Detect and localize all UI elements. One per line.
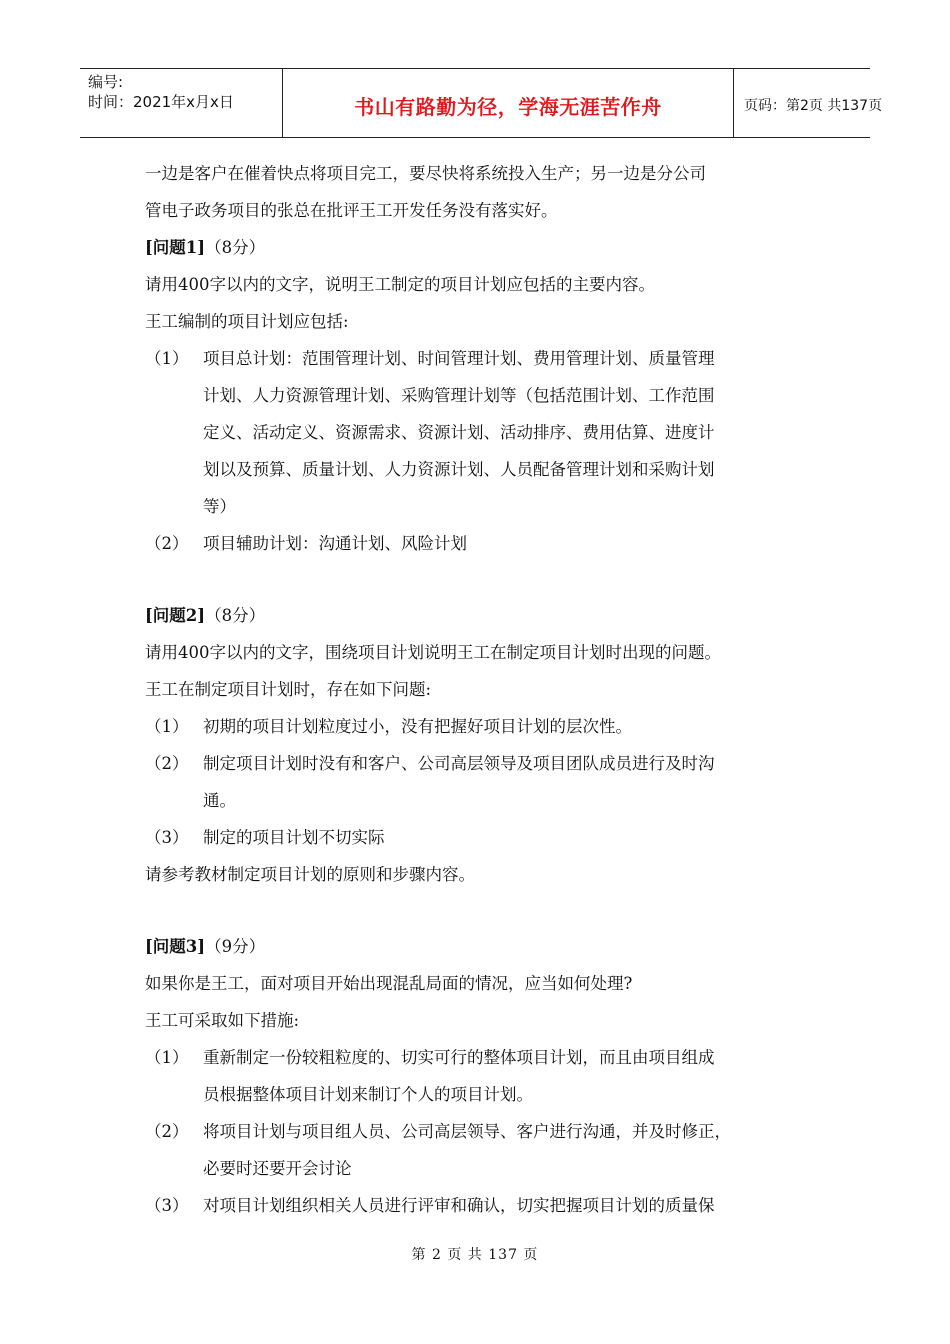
header-page-info: 页码：第2页 共137页 (744, 98, 883, 114)
page-footer: 第 2 页 共 137 页 (411, 1247, 539, 1263)
list-item-line: 员根据整体项目计划来制订个人的项目计划。 (203, 1085, 533, 1104)
question-2-text: 请用400字以内的文字，围绕项目计划说明王工在制定项目计划时出现的问题。 (145, 643, 721, 662)
question-2-note: 请参考教材制定项目计划的原则和步骤内容。 (145, 865, 475, 884)
number-label: 编号: (88, 73, 124, 91)
list-item-line: 制定的项目计划不切实际 (203, 828, 385, 847)
list-item-line: 重新制定一份较粗粒度的、切实可行的整体项目计划，而且由项目组成 (203, 1048, 715, 1067)
list-item-line: 定义、活动定义、资源需求、资源计划、活动排序、费用估算、进度计 (203, 423, 715, 442)
list-item-line: 将项目计划与项目组人员、公司高层领导、客户进行沟通，并及时修正， (203, 1122, 731, 1141)
list-item (145, 525, 825, 562)
list-item (145, 819, 825, 856)
list-item-line: 通。 (203, 791, 236, 810)
intro-line: 管电子政务项目的张总在批评王工开发任务没有落实好。 (145, 201, 558, 220)
question-1-title: [问题1] (145, 238, 206, 257)
list-item-line: 初期的项目计划粒度过小，没有把握好项目计划的层次性。 (203, 717, 632, 736)
list-item-line: 制定项目计划时没有和客户、公司高层领导及项目团队成员进行及时沟 (203, 754, 715, 773)
list-item (145, 1039, 825, 1113)
question-2-points: （8分） (205, 606, 266, 625)
question-2-title: [问题2] (145, 606, 206, 625)
question-3-text: 如果你是王工，面对项目开始出现混乱局面的情况，应当如何处理? (145, 974, 633, 993)
list-item-line: 必要时还要开会讨论 (203, 1159, 352, 1178)
question-2-heading (145, 597, 825, 634)
list-item-line: 对项目计划组织相关人员进行评审和确认，切实把握项目计划的质量保 (203, 1196, 715, 1215)
answer-3-intro: 王工可采取如下措施: (145, 1011, 300, 1030)
question-1-points: （8分） (205, 238, 266, 257)
header-motto-cell (282, 69, 734, 137)
list-item-line: 项目辅助计划：沟通计划、风险计划 (203, 534, 467, 553)
list-item-line: 划以及预算、质量计划、人力资源计划、人员配备管理计划和采购计划 (203, 460, 715, 479)
list-item-number: （1） (145, 717, 189, 736)
answer-1-intro: 王工编制的项目计划应包括: (145, 312, 349, 331)
list-item-line: 项目总计划：范围管理计划、时间管理计划、费用管理计划、质量管理 (203, 349, 715, 368)
list-item-number: （1） (145, 349, 189, 368)
list-item (145, 1113, 825, 1187)
list-item-number: （2） (145, 1122, 189, 1141)
list-item (145, 708, 825, 745)
list-item-number: （1） (145, 1048, 189, 1067)
motto: 书山有路勤为径，学海无涯苦作舟 (354, 94, 662, 119)
page-header (80, 68, 883, 138)
document-body (145, 155, 825, 1224)
list-item-number: （3） (145, 828, 189, 847)
list-item-line: 计划、人力资源管理计划、采购管理计划等（包括范围计划、工作范围 (203, 386, 715, 405)
header-meta (80, 69, 282, 137)
list-item (145, 1187, 825, 1224)
list-item (145, 745, 825, 819)
question-3-title: [问题3] (145, 937, 206, 956)
question-1-heading (145, 229, 825, 266)
intro-line: 一边是客户在催着快点将项目完工，要尽快将系统投入生产；另一边是分公司 (145, 164, 706, 183)
list-item (145, 340, 825, 525)
question-3-heading (145, 928, 825, 965)
list-item-line: 等） (203, 497, 236, 516)
question-1-text: 请用400字以内的文字，说明王工制定的项目计划应包括的主要内容。 (145, 275, 655, 294)
list-item-number: （3） (145, 1196, 189, 1215)
question-3-points: （9分） (205, 937, 266, 956)
list-item-number: （2） (145, 754, 189, 773)
time-label: 时间：2021年x月x日 (88, 93, 234, 111)
list-item-number: （2） (145, 534, 189, 553)
answer-2-intro: 王工在制定项目计划时，存在如下问题: (145, 680, 432, 699)
